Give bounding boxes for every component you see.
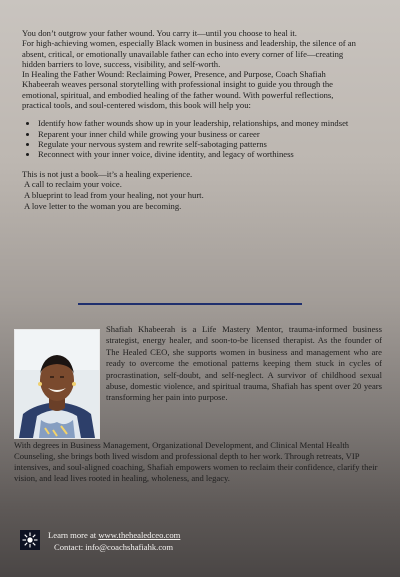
- book-description: [22, 28, 362, 212]
- intro-paragraph-2: For high-achieving women, especially Black women in business and leadership, the silence of an absent, critical, or emotionally unavailable father can echo into every corner of life—creating hidden barriers to love, success, visibility, and self-worth.: [22, 38, 356, 69]
- closing-line: A love letter to the woman you are becoming.: [24, 200, 182, 211]
- learn-more-label: Learn more at: [48, 530, 99, 540]
- contact-email: Contact: info@coachshafiahk.com: [54, 542, 174, 552]
- benefit-item: • Reconnect with your inner voice, divine identity, and legacy of worthiness: [38, 149, 362, 159]
- author-bio: Shafiah Khabeerah is a Life Mastery Mentor, trauma-informed business strategist, energy healer, and soon-to-be licensed therapist. As the founder of The Healed CEO, she supports women in business and management who are ready to overcome the emotional patterns keeping them stuck in cycles of procrastination, self-doubt, and self-neglect. A survivor of childhood sexual abuse, domestic violence, and spiritual trauma, Shafiah has spent over 20 years transforming her pain into purpose.: [106, 324, 382, 403]
- closing-line: This is not just a book—it’s a healing experience.: [22, 168, 193, 179]
- author-credentials: With degrees in Business Management, Organizational Development, and Clinical Mental Health Counseling, she brings both lived wisdom and professional depth to her work. Through retreats, VIP intensives, and soul-aligned coaching, Shafiah empowers women to reclaim their confidence, clarify their vision, and lead lives rooted in healing, wholeness, and legacy.: [14, 440, 378, 483]
- benefit-list: [22, 118, 362, 159]
- author-portrait-icon: [15, 330, 99, 438]
- benefit-item: • Regulate your nervous system and rewrite self-sabotaging patterns: [38, 139, 362, 149]
- learn-more-line: [48, 529, 180, 541]
- closing-line: A blueprint to lead from your healing, not your hurt.: [24, 190, 204, 201]
- section-divider: [78, 303, 302, 305]
- intro-paragraph-3: In Healing the Father Wound: Reclaiming Power, Presence, and Purpose, Coach Shafiah Khabeerah weaves personal storytelling with professional insight to guide you through the emotional, spiritual, and embodied healing of the father wound. With powerful reflections, practical tools, and soul-centered wisdom, this book will help you:: [22, 69, 334, 111]
- closing-line: A call to reclaim your voice.: [24, 179, 122, 190]
- intro-line-1: You don’t outgrow your father wound. You carry it—until you choose to heal it.: [22, 28, 297, 38]
- author-photo: [14, 329, 100, 439]
- benefit-item: • Identify how father wounds show up in your leadership, relationships, and money mindset: [38, 118, 362, 128]
- closing-statements: [22, 169, 362, 212]
- benefit-item: • Reparent your inner child while growing your business or career: [38, 129, 362, 139]
- website-link[interactable]: www.thehealedceo.com: [98, 530, 181, 540]
- sunburst-logo-icon: [20, 530, 40, 550]
